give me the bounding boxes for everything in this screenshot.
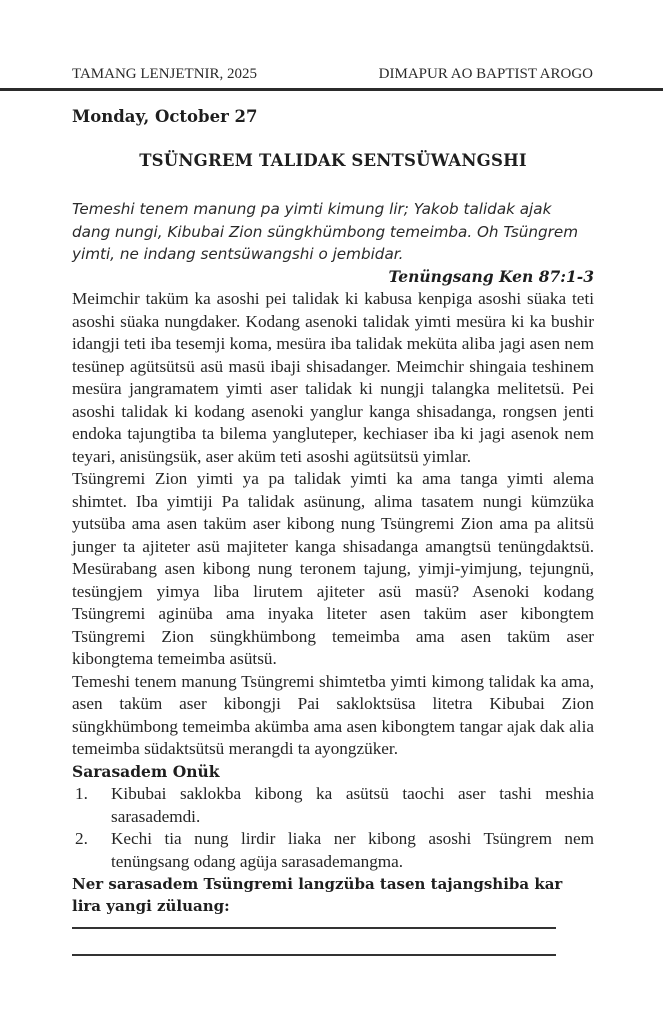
running-head-right: DIMAPUR AO BAPTIST AROGO (378, 66, 593, 82)
body-paragraph-2: Tsüngremi Zion yimti ya pa talidak yimti ka ama tanga yimti alema shimtet. Iba yimtiji Pa talidak asünung, alima tasatem nungi kümzüka yutsüba ama asen taküm aser kibong nung Tsüngremi Zion ama pa alitsü junger ta ajiteter asü majiteter kanga shisadanga amangtsü tenüngdaktsü. Mesürabang asen kibong nung teronem tajung, yimji-yimjung, tejungnü, tesüngjem yimya liba lirutem ajiteter asü masü? Asenoki kodang Tsüngremi aginüba ama inyaka liteter asen taküm aser kibongtem Tsüngremi Zion süngkhümbong temeimba ama asen taküm aser kibongtema temeimba asütsü. (72, 469, 594, 668)
list-number: 1. (75, 784, 88, 803)
answer-line-2 (72, 954, 556, 956)
list-text: Kechi tia nung lirdir liaka ner kibong asoshi Tsüngrem nem tenüngsang odang agüja sarasademangma. (111, 829, 594, 871)
reflection-list (72, 783, 594, 873)
page-content (72, 106, 594, 917)
header-rule (0, 88, 663, 91)
running-head (72, 66, 593, 83)
answer-line-1 (72, 927, 556, 929)
body-paragraph-1: Meimchir taküm ka asoshi pei talidak ki kabusa kenpiga asoshi süaka teti asoshi süaka nungdaker. Kodang asenoki talidak yimti mesüra ki ka bushir idangji teti iba tesemji koma, mesüra iba talidak meküta aliba jagi asen nem tesünep agütsütsü asü masü ibaji shisadanger. Meimchir shingaia teshinem mesüra jangramatem yimti aser talidak ki nungji talangka melitetsü. Pei asoshi talidak ki kodang asenoki yanglur kanga shisadanga, rongsen jenti endoka tajungtiba ta bilema yangluteper, kechiaser iba ki jagi asenok nem teyari, anisüngsük, aser aküm teti asoshi agütsütsü yimlar. (72, 289, 594, 466)
body-paragraph-3: Temeshi tenem manung Tsüngremi shimtetba yimti kimong talidak ka ama, asen taküm aser kibongji Pai sakloktsüsa litetra Kibubai Zion süngkhümbong temeimba akümba ama asen kibongtem tangar ajak dak alia temeimba südaktsütsü merangdi ta ayongzüker. (72, 671, 594, 758)
scripture-reference: Tenüngsang Ken 87:1-3 (388, 266, 594, 286)
reflection-item (72, 828, 594, 873)
prayer-prompt: Ner sarasadem Tsüngremi langzüba tasen tajangshiba kar lira yangi züluang: (72, 875, 563, 915)
running-head-left: TAMANG LENJETNIR, 2025 (72, 66, 258, 82)
devotion-date: Monday, October 27 (72, 107, 258, 126)
list-number: 2. (75, 829, 88, 848)
reflection-item (72, 783, 594, 828)
reflection-heading: Sarasadem Onük (72, 761, 220, 781)
scripture-verse: Temeshi tenem manung pa yimti kimung lir; Yakob talidak ajak dang nungi, Kibubai Zion süngkhümbong temeimba. Oh Tsüngrem yimti, ne indang sentsüwangshi o jembidar. (72, 200, 579, 263)
devotion-title: TSÜNGREM TALIDAK SENTSÜWANGSHI (139, 151, 527, 170)
list-text: Kibubai saklokba kibong ka asütsü taochi aser tashi meshia sarasademdi. (111, 784, 594, 826)
